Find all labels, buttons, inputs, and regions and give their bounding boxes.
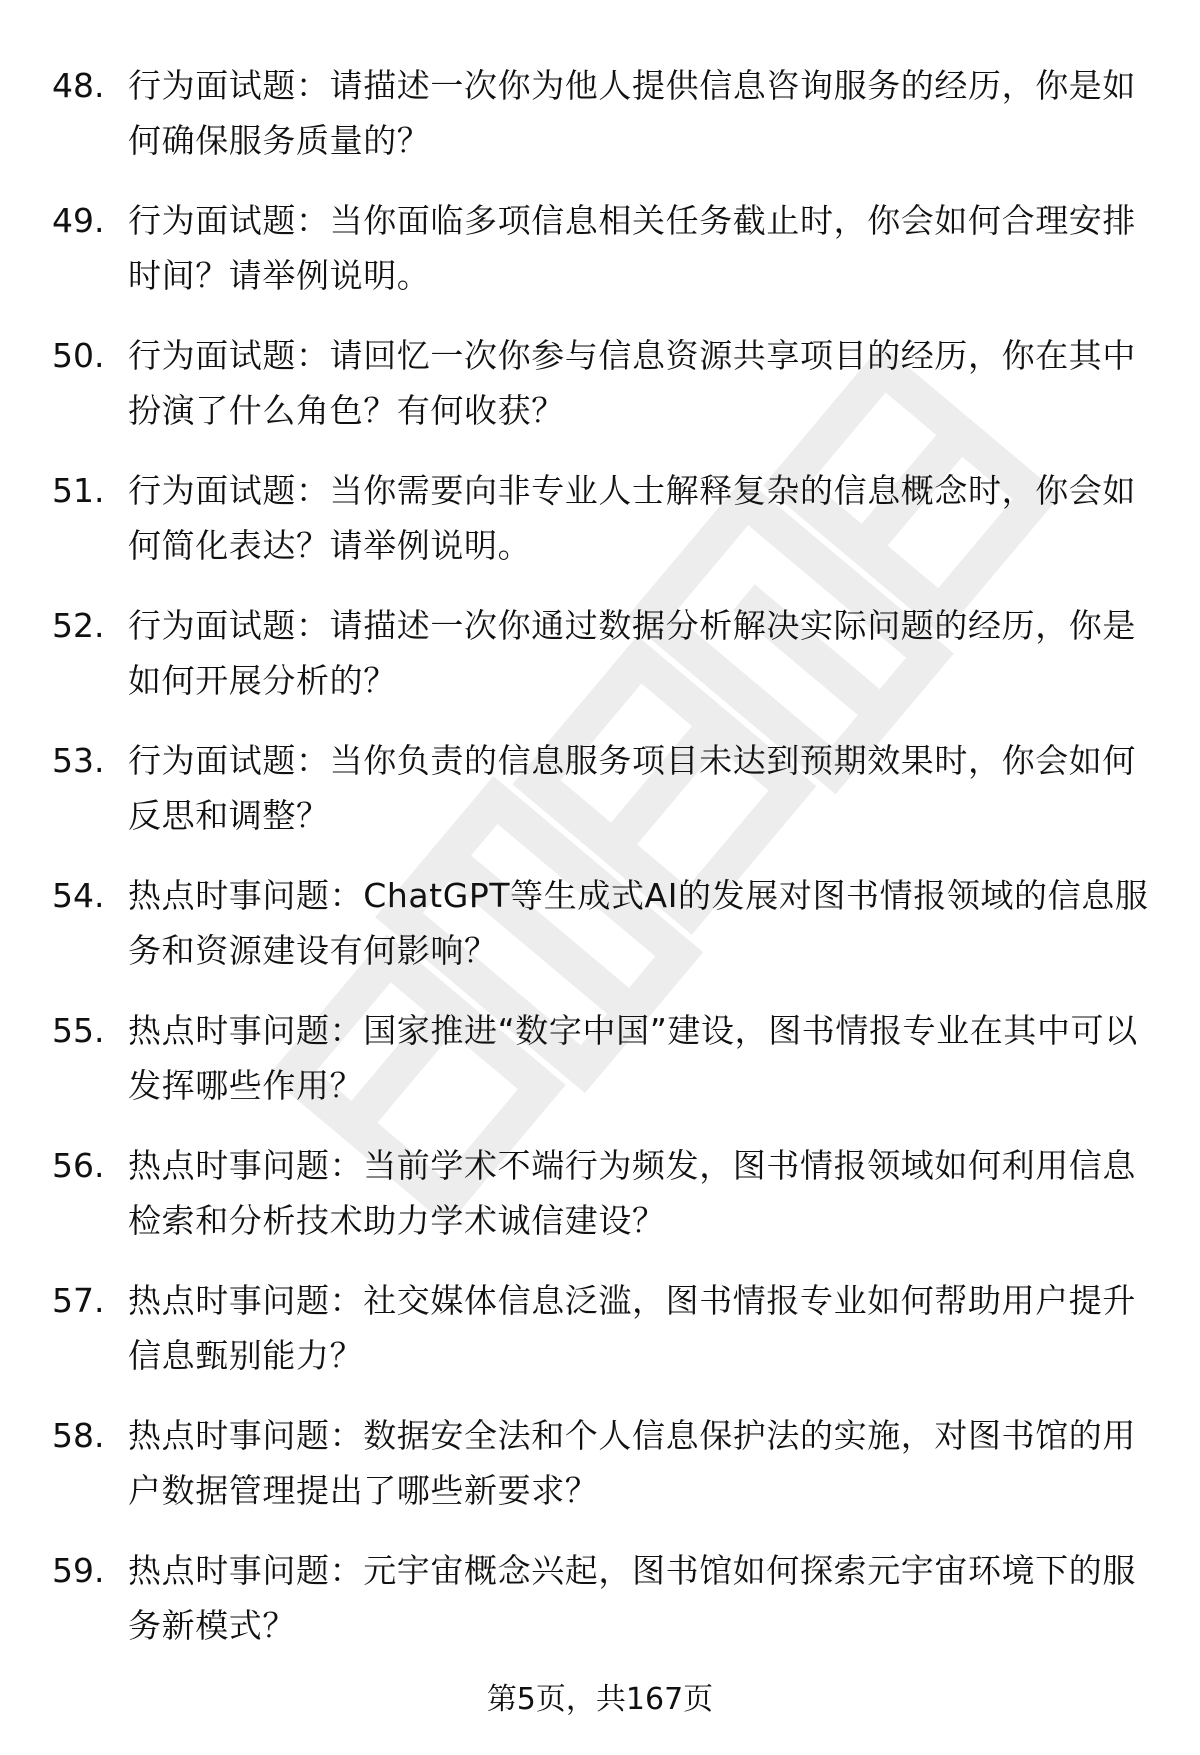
question-number: 48.: [52, 66, 105, 105]
question-item: [52, 868, 1152, 1003]
question-item: [52, 1003, 1152, 1138]
question-number: 51.: [52, 471, 105, 510]
question-number: 54.: [52, 876, 105, 915]
question-number: 57.: [52, 1281, 105, 1320]
question-text: 热点时事问题：元宇宙概念兴起，图书馆如何探索元宇宙环境下的服务新模式？: [128, 1551, 1136, 1645]
question-text: 行为面试题：请回忆一次你参与信息资源共享项目的经历，你在其中扮演了什么角色？有何收获？: [128, 336, 1136, 430]
question-item: [52, 733, 1152, 868]
question-item: [52, 1543, 1152, 1678]
question-text: 热点时事问题：当前学术不端行为频发，图书情报领域如何利用信息检索和分析技术助力学术诚信建设？: [128, 1146, 1136, 1240]
question-text: 热点时事问题：数据安全法和个人信息保护法的实施，对图书馆的用户数据管理提出了哪些新要求？: [128, 1416, 1136, 1510]
question-item: [52, 463, 1152, 598]
question-number: 56.: [52, 1146, 105, 1185]
question-text: 行为面试题：请描述一次你为他人提供信息咨询服务的经历，你是如何确保服务质量的？: [128, 66, 1136, 160]
question-item: [52, 1408, 1152, 1543]
question-text: 热点时事问题：ChatGPT等生成式AI的发展对图书情报领域的信息服务和资源建设有何影响？: [128, 876, 1149, 970]
question-item: [52, 58, 1152, 193]
question-text: 行为面试题：当你负责的信息服务项目未达到预期效果时，你会如何反思和调整？: [128, 741, 1136, 835]
question-number: 49.: [52, 201, 105, 240]
question-number: 59.: [52, 1551, 105, 1590]
question-number: 53.: [52, 741, 105, 780]
question-number: 50.: [52, 336, 105, 375]
question-text: 行为面试题：当你需要向非专业人士解释复杂的信息概念时，你会如何简化表达？请举例说明。: [128, 471, 1136, 565]
question-item: [52, 193, 1152, 328]
question-number: 52.: [52, 606, 105, 645]
question-number: 55.: [52, 1011, 105, 1050]
page-number-footer: 第5页，共167页: [486, 1682, 714, 1717]
question-text: 热点时事问题：社交媒体信息泛滥，图书情报专业如何帮助用户提升信息甄别能力？: [128, 1281, 1136, 1375]
question-item: [52, 1138, 1152, 1273]
question-item: [52, 1273, 1152, 1408]
question-number: 58.: [52, 1416, 105, 1455]
question-item: [52, 598, 1152, 733]
question-list: [52, 58, 1152, 1678]
question-item: [52, 328, 1152, 463]
question-text: 行为面试题：请描述一次你通过数据分析解决实际问题的经历，你是如何开展分析的？: [128, 606, 1136, 700]
question-text: 行为面试题：当你面临多项信息相关任务截止时，你会如何合理安排时间？请举例说明。: [128, 201, 1136, 295]
question-text: 热点时事问题：国家推进“数字中国”建设，图书情报专业在其中可以发挥哪些作用？: [128, 1011, 1138, 1105]
